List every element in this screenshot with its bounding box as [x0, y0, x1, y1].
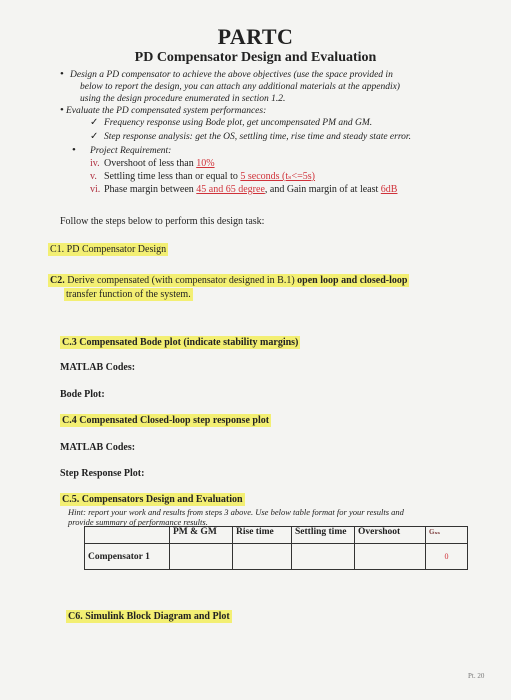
req-vi [104, 184, 397, 195]
bullet-icon: • [60, 104, 64, 116]
table-header-cell: Overshoot [355, 527, 426, 544]
step-c1-label: C1. PD Compensator Design [50, 244, 167, 255]
page-number: Pt. 20 [468, 672, 485, 680]
req-vi-text2: , and Gain margin of at least [264, 184, 381, 195]
step-c6 [66, 611, 232, 622]
table-row-label: Compensator 1 [85, 544, 170, 570]
table-header-cell: Settling time [292, 527, 355, 544]
c3-matlab-label: MATLAB Codes: [60, 362, 136, 373]
step-c5 [60, 494, 245, 505]
step-c6-label: C6. Simulink Block Diagram and Plot [68, 611, 230, 622]
step-c1 [48, 244, 168, 255]
step-c3-label: C.3 Compensated Bode plot (indicate stability margins) [62, 337, 299, 348]
checkmark-icon: ✓ [90, 117, 99, 128]
table-header-row [85, 527, 468, 544]
table-header-cell: Rise time [233, 527, 292, 544]
req-vi-text: Phase margin between [104, 184, 197, 195]
check-item-1: Frequency response using Bode plot, get uncompensated PM and GM. [104, 118, 373, 128]
table-cell [233, 544, 292, 570]
design-text-line1: Design a PD compensator to achieve the above objectives (use the space provided in [70, 70, 393, 80]
step-c2-line2-text: transfer function of the system. [66, 289, 191, 300]
table-cell [355, 544, 426, 570]
page-title: PARTC [217, 24, 294, 49]
checkmark-icon: ✓ [90, 131, 99, 142]
table-cell [170, 544, 233, 570]
step-c2-num: C2. [50, 275, 65, 286]
c5-hint-line2: provide summary of performance results. [68, 517, 208, 527]
check-item-2: Step response analysis: get the OS, settling time, rise time and steady state error. [104, 132, 411, 142]
req-v-value: 5 seconds (tₛ<=5s) [240, 171, 316, 182]
req-iv-value: 10% [196, 158, 215, 169]
req-vi-value2: 6dB [380, 184, 398, 195]
page-subtitle: PD Compensator Design and Evaluation [134, 50, 377, 65]
req-iv-text: Overshoot of less than [104, 158, 197, 169]
evaluate-text: Evaluate the PD compensated system performances: [66, 106, 267, 116]
c3-bode-label: Bode Plot: [60, 389, 105, 400]
bullet-icon: • [60, 68, 64, 80]
req-vi-value: 45 and 65 degree [196, 184, 265, 195]
table-cell [292, 544, 355, 570]
results-table [84, 526, 468, 570]
step-c2 [48, 274, 409, 288]
design-text-line2: below to report the design, you can attach any additional materials at the appendix) [80, 82, 400, 92]
table-row [85, 544, 468, 570]
req-num-v: v. [90, 171, 97, 182]
step-c4-label: C.4 Compensated Closed-loop step response plot [62, 415, 270, 426]
c5-hint-line1: Hint: report your work and results from steps 3 above. Use below table format for your results and [68, 507, 404, 517]
req-num-iv: iv. [90, 158, 100, 169]
table-header-cell: PM & GM [170, 527, 233, 544]
follow-steps-text: Follow the steps below to perform this design task: [60, 216, 265, 227]
req-num-vi: vi. [90, 184, 101, 195]
table-header-cell [85, 527, 170, 544]
c4-matlab-label: MATLAB Codes: [60, 442, 136, 453]
step-c3 [60, 337, 300, 348]
req-v-text: Settling time less than or equal to [104, 171, 241, 182]
step-c4 [60, 415, 271, 426]
step-c2-bold-text: open loop and closed-loop [297, 275, 408, 286]
bullet-icon: • [72, 144, 76, 156]
table-cell: 0 [426, 544, 468, 570]
req-iv [104, 158, 215, 169]
c4-step-label: Step Response Plot: [60, 468, 145, 479]
table-header-cell: Gₛₛ [426, 527, 468, 544]
design-text-line3: using the design procedure enumerated in section 1.2. [80, 94, 286, 104]
req-v [104, 171, 315, 182]
step-c5-label: C.5. Compensators Design and Evaluation [62, 494, 243, 505]
project-requirement: Project Requirement: [90, 146, 172, 156]
step-c2-text: Derive compensated (with compensator designed in B.1) [64, 275, 298, 286]
step-c2-line2 [64, 289, 193, 300]
